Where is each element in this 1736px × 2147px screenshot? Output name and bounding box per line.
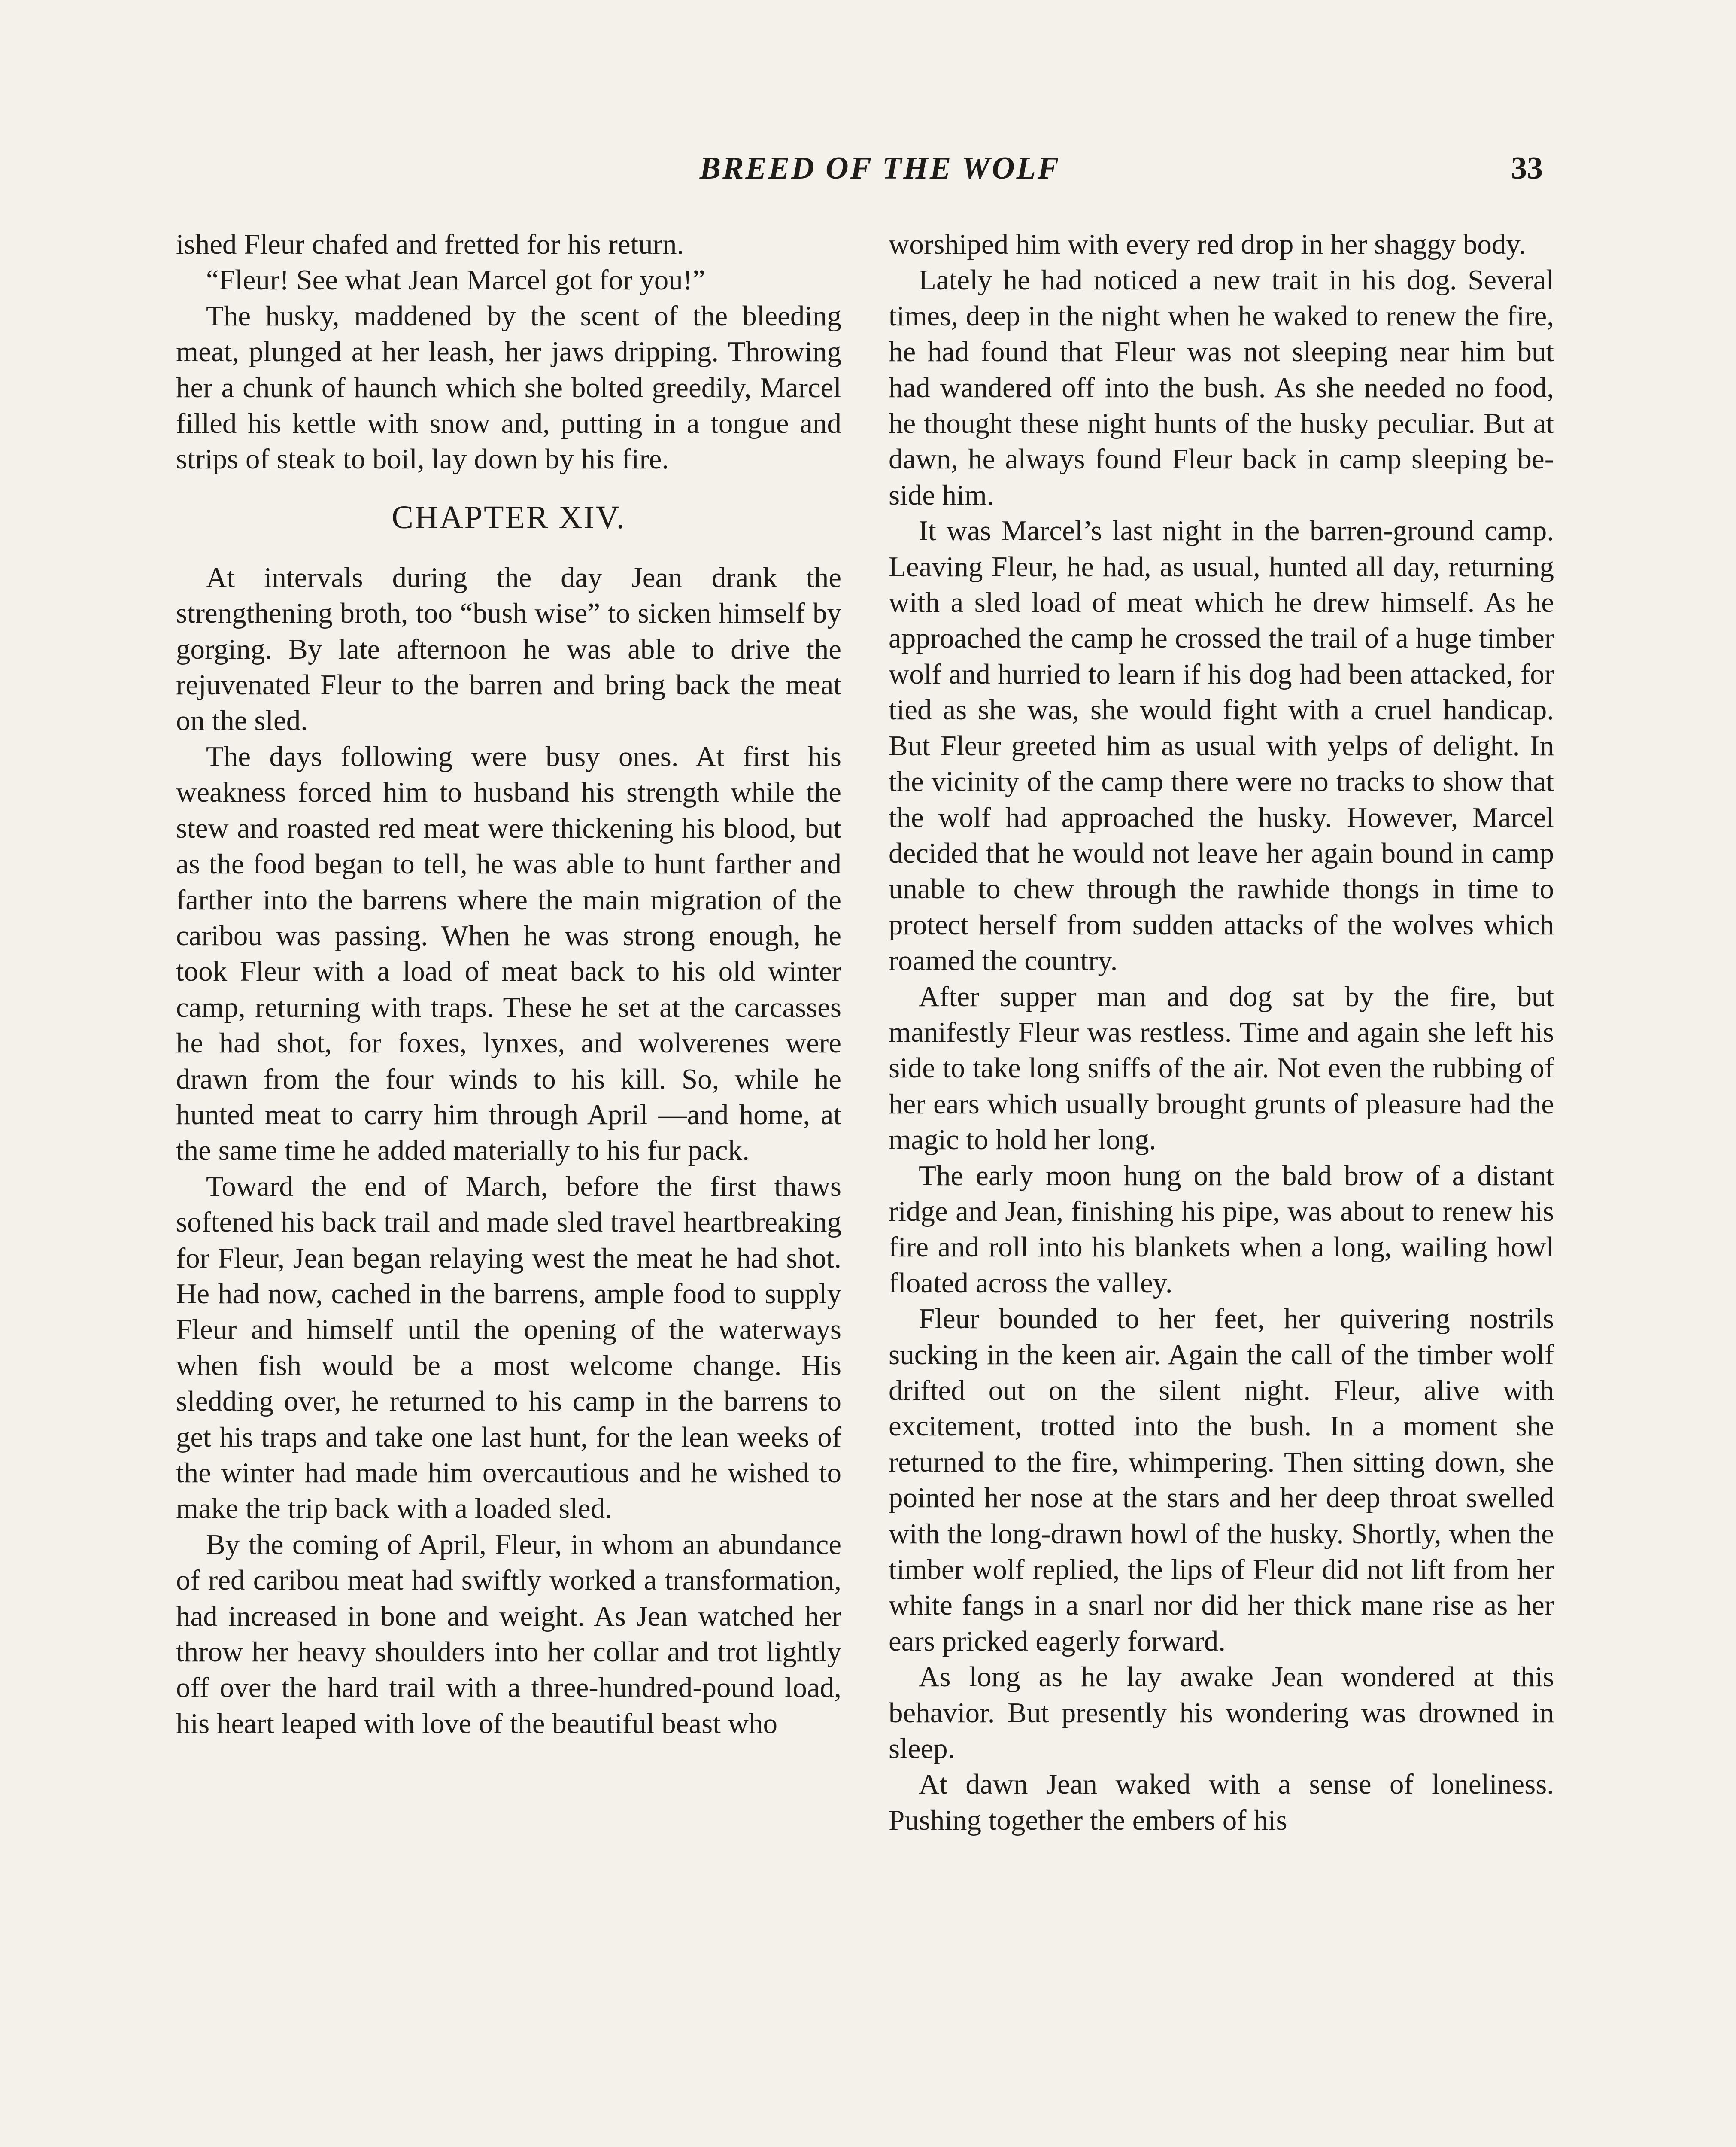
running-title: BREED OF THE WOLF xyxy=(699,151,1061,186)
paragraph: The days following were busy ones. At first his weakness forced him to husband his strength while the stew and roasted red meat were thickening his blood, but as the food began to tell, he was able to hunt farther and farther into the barrens where the main migration of the caribou was passing. When he was strong enough, he took Fleur with a load of meat back to his old winter camp, returning with traps. These he set at the carcasses he had shot, for foxes, lynxes, and wolverenes were drawn from the four winds to his kill. So, while he hunted meat to carry him through April —and home, at the same time he added materially to his fur pack. xyxy=(176,740,841,1167)
paragraph: Fleur bounded to her feet, her quivering nostrils sucking in the keen air. Again the call of the timber wolf drifted out on the silent night. Fleur, alive with excitement, trotted into the bush. In a moment she returned to the fire, whimpering. Then sitting down, she pointed her nose at the stars and her deep throat swelled with the long-drawn howl of the husky. Shortly, when the timber wolf replied, the lips of Fleur did not lift from her white fangs in a snarl nor did her thick mane rise as her ears pricked eagerly forward. xyxy=(889,1303,1554,1657)
paragraph: It was Marcel’s last night in the barren-ground camp. Leaving Fleur, he had, as usual, hunted all day, returning with a sled load of meat which he drew himself. As he approached the camp he crossed the trail of a huge timber wolf and hurried to learn if his dog had been attacked, for tied as she was, she would fight with a cruel handicap. But Fleur greeted him as usual with yelps of delight. In the vicinity of the camp there were no tracks to show that the wolf had approached the husky. However, Marcel decided that he would not leave her again bound in camp unable to chew through the rawhide thongs in time to protect herself from sudden attacks of the wolves which roamed the country. xyxy=(889,515,1554,977)
paragraph: As long as he lay awake Jean wondered at this behavior. But presently his wondering was drowned in sleep. xyxy=(889,1661,1554,1765)
paragraph: Lately he had noticed a new trait in his dog. Several times, deep in the night when he waked to renew the fire, he had found that Fleur was not sleeping near him but had wandered off into the bush. As she needed no food, he thought these night hunts of the husky peculiar. But at dawn, he always found Fleur back in camp sleeping beside him. xyxy=(889,264,1554,511)
paragraph: The early moon hung on the bald brow of a distant ridge and Jean, finishing his pipe, was about to renew his fire and roll into his blankets when a long, wailing howl floated across the valley. xyxy=(889,1159,1554,1299)
paragraph: By the coming of April, Fleur, in whom an abundance of red caribou meat had swiftly worked a transformation, had increased in bone and weight. As Jean watched her throw her heavy shoulders into her collar and trot lightly off over the hard trail with a three-hundred-pound load, his heart leaped with love of the beautiful beast who xyxy=(176,1528,841,1739)
right-text-column xyxy=(889,227,1554,1838)
paragraph: worshiped him with every red drop in her shaggy body. xyxy=(889,228,1526,260)
paragraph: ished Fleur chafed and fretted for his return. xyxy=(176,228,684,260)
paragraph: At intervals during the day Jean drank the strengthening broth, too “bush wise” to sicken himself by gorging. By late afternoon he was able to drive the rejuvenated Fleur to the barren and bring back the meat on the sled. xyxy=(176,561,841,737)
paragraph: The husky, maddened by the scent of the bleeding meat, plunged at her leash, her jaws dripping. Throwing her a chunk of haunch which she bolted greedily, Marcel filled his kettle with snow and, putting in a tongue and strips of steak to boil, lay down by his fire. xyxy=(176,300,841,475)
paragraph: After supper man and dog sat by the fire, but manifestly Fleur was restless. Time and again she left his side to take long sniffs of the air. Not even the rubbing of her ears which usually brought grunts of pleasure had the magic to hold her long. xyxy=(889,980,1554,1156)
paragraph: “Fleur! See what Jean Marcel got for you!” xyxy=(206,264,705,296)
chapter-heading: CHAPTER XIV. xyxy=(392,499,626,535)
paragraph: At dawn Jean waked with a sense of loneliness. Pushing together the embers of his xyxy=(889,1768,1554,1836)
left-text-column xyxy=(176,227,841,1742)
page-number: 33 xyxy=(1511,151,1543,186)
paragraph: Toward the end of March, before the first thaws softened his back trail and made sled travel heartbreaking for Fleur, Jean began relaying west the meat he had shot. He had now, cached in the barrens, ample food to supply Fleur and himself until the opening of the waterways when fish would be a most welcome change. His sledding over, he returned to his camp in the barrens to get his traps and take one last hunt, for the lean weeks of the winter had made him overcautious and he wished to make the trip back with a loaded sled. xyxy=(176,1170,841,1525)
